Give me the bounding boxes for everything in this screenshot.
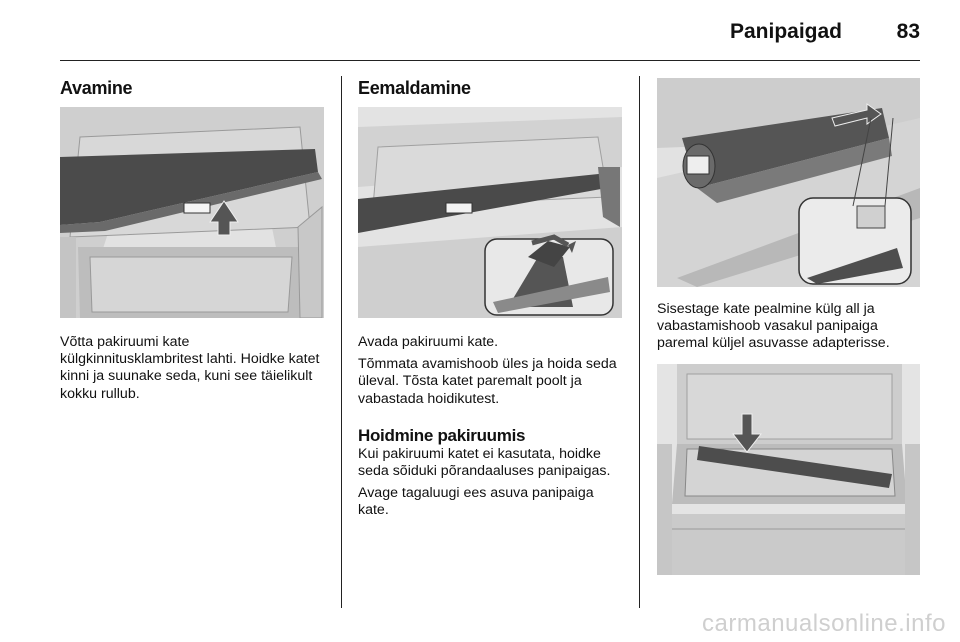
paragraph-avamine: Võtta pakiruumi kate külgkinnitusklambritest lahti. Hoidke katet kinni ja suunake seda, kuni see täielikult kokku rullub.: [60, 334, 320, 402]
column-eemaldamine: [358, 78, 623, 99]
column-avamine: [60, 78, 324, 99]
watermark: carmanualsonline.info: [702, 610, 946, 637]
column-avamine-text: [60, 334, 326, 403]
paragraph-hoidmine-1: Kui pakiruumi katet ei kasutata, hoidke seda sõiduki põrandaaluses panipaigas.: [358, 445, 611, 480]
section-heading-avamine: Avamine: [60, 78, 133, 98]
page-header: [60, 18, 920, 58]
paragraph-insert: Sisestage kate pealmine külg all ja vabastamishoob vasakul panipaiga paremal küljel asuvasse adapterisse.: [657, 301, 890, 352]
column-insert-text: [657, 301, 927, 353]
column-divider-left: [341, 76, 342, 608]
illustration-cover-opening: [60, 107, 324, 318]
paragraph-eemaldamine-2: Tõmmata avamishoob üles ja hoida seda üleval. Tõsta katet paremalt poolt ja vabastada hoidikutest.: [358, 356, 617, 407]
illustration-cover-removal: [358, 107, 622, 318]
section-heading-eemaldamine: Eemaldamine: [358, 78, 471, 98]
paragraph-hoidmine-2: Avage tagaluugi ees asuva panipaiga kate.: [358, 485, 594, 519]
page-number: 83: [896, 20, 920, 43]
column-eemaldamine-text: [358, 334, 624, 520]
paragraph-eemaldamine-1: Avada pakiruumi kate.: [358, 334, 499, 350]
page-title: Panipaigad: [729, 20, 842, 43]
column-divider-right: [639, 76, 640, 608]
header-rule: [60, 60, 920, 61]
subheading-hoidmine: Hoidmine pakiruumis: [358, 425, 526, 445]
illustration-underfloor-storage: [657, 364, 920, 575]
illustration-cover-insert: [657, 78, 920, 287]
